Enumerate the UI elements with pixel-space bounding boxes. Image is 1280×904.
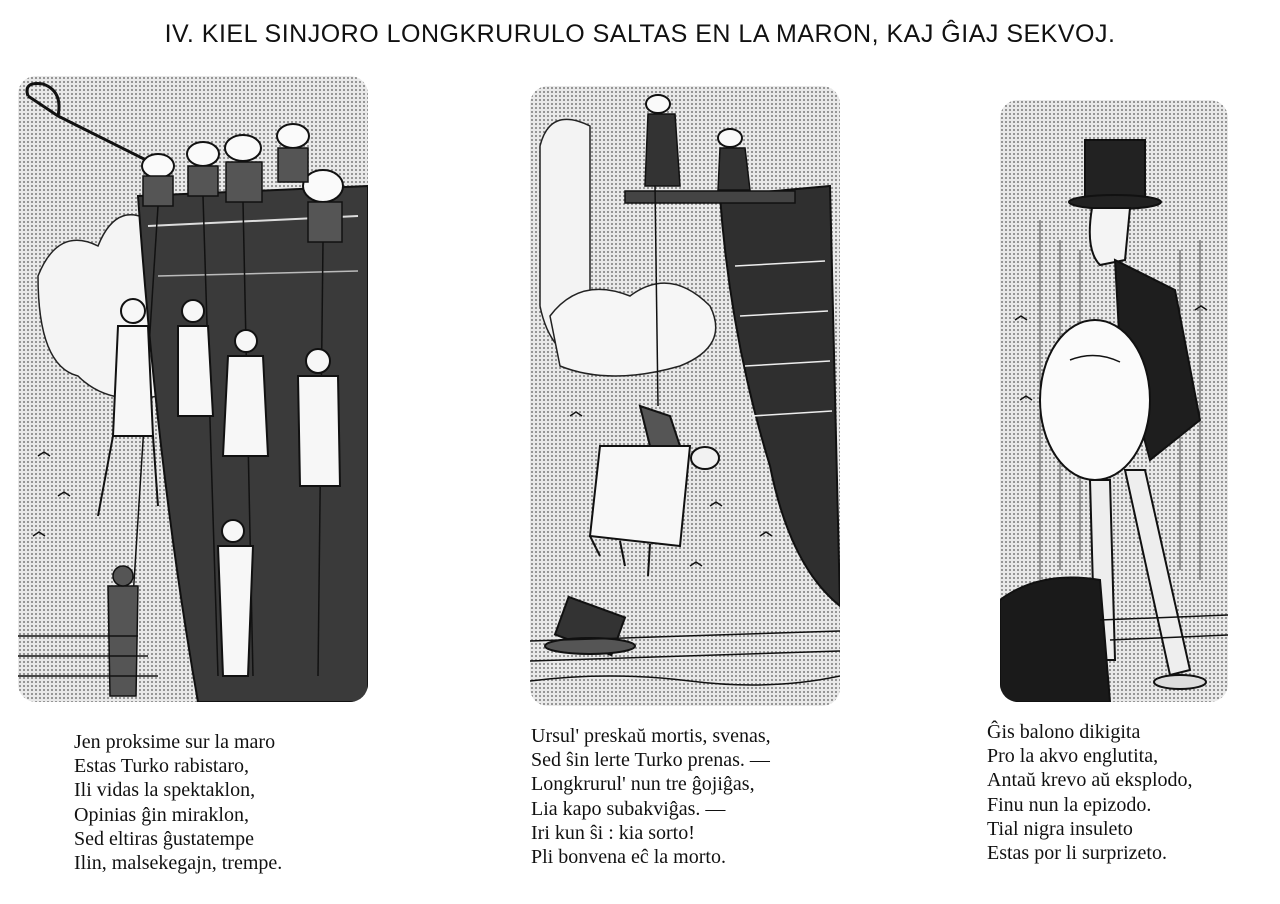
verse-line: Ilin, malsekegajn, trempe. (74, 852, 283, 875)
verse-panel-1 (74, 730, 282, 875)
verse-line: Estas Turko rabistaro, (74, 755, 249, 778)
verse-line: Ili vidas la spektaklon, (74, 779, 256, 802)
verse-line: Antaŭ krevo aŭ eksplodo, (987, 769, 1193, 792)
verse-line: Ursul' preskaŭ mortis, svenas, (531, 725, 771, 747)
verse-line: Sed ŝin lerte Turko prenas. — (531, 749, 770, 772)
verse-line: Longkrurul' nun tre ĝojiĝas, (531, 773, 755, 796)
verse-panel-2 (531, 724, 771, 869)
verse-line: Estas por li surprizeto. (987, 842, 1167, 865)
verse-line: Opinias ĝin miraklon, (74, 803, 249, 826)
verse-line: Tial nigra insuleto (987, 817, 1133, 840)
verse-panel-3 (987, 720, 1193, 865)
illustration-turks-hauling-from-sea (18, 76, 368, 702)
verse-line: Pli bonvena eĉ la morto. (531, 846, 726, 869)
page-title: IV. KIEL SINJORO LONGKRURULO SALTAS EN LA MARON, KAJ ĜIAJ SEKVOJ. (164, 20, 1116, 48)
verse-line: Sed eltiras ĝustatempe (74, 827, 254, 850)
verse-line: Pro la akvo englutita, (987, 745, 1159, 768)
verse-line: Ĝis balono dikigita (987, 721, 1141, 743)
illustration-woman-hanging-from-rope (530, 86, 840, 706)
verse-line: Iri kun ŝi : kia sorto! (531, 821, 695, 844)
illustration-swollen-gentleman (1000, 100, 1228, 702)
verse-line: Finu nun la epizodo. (987, 793, 1152, 816)
verse-line: Jen proksime sur la maro (74, 731, 276, 753)
verse-line: Lia kapo subakviĝas. — (531, 797, 726, 820)
